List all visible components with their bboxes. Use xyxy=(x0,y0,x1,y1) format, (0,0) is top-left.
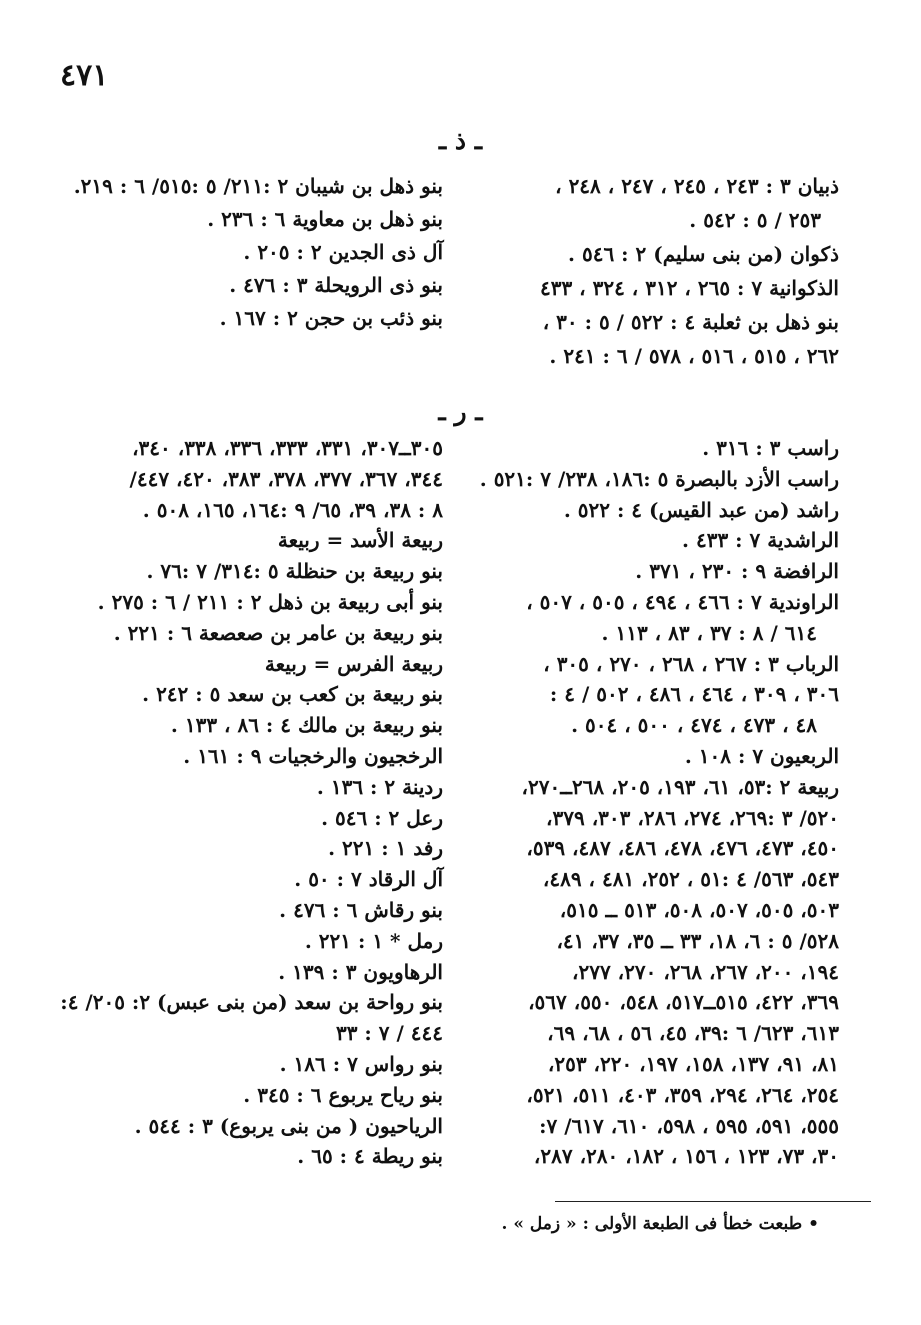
index-entry: رفد ١ : ٢٢١ . xyxy=(328,836,443,861)
index-entry: بنو رقاش ٦ : ٤٧٦ . xyxy=(279,898,443,922)
index-entry: راسب الأزد بالبصرة ٥ :١٨٦، ٢٣٨/ ٧ :٥٢١ . xyxy=(479,466,839,491)
index-entry: ٥٤٣، ٥٦٣/ ٤ :٥١ ، ٢٥٢، ٤٨١ ، ٤٨٩، xyxy=(542,867,839,892)
page-number: ٤٧١ xyxy=(60,58,109,93)
index-entry: بنو ربيعة بن كعب بن سعد ٥ : ٢٤٢ . xyxy=(142,682,443,707)
index-entry: ٢٦٢ ، ٥١٥ ، ٥١٦ ، ٥٧٨ / ٦ : ٢٤١ . xyxy=(549,344,839,368)
index-entry: بنو ذهل بن معاوية ٦ : ٢٣٦ . xyxy=(207,207,443,231)
index-entry: رعل ٢ : ٥٤٦ . xyxy=(321,805,443,830)
index-entry: ٥٠٣، ٥٠٥، ٥٠٧، ٥٠٨، ٥١٣ ــ ٥١٥، xyxy=(559,898,839,922)
index-entry: ٢٥٣ / ٥ : ٥٤٢ . xyxy=(689,208,821,232)
index-entry: ٦١٤ / ٨ : ٣٧ ، ٨٣ ، ١١٣ . xyxy=(601,620,817,645)
index-entry: ٥٥٥، ٥٩١، ٥٩٥ ، ٥٩٨، ٦١٠، ٦١٧/ ٧: xyxy=(539,1113,839,1138)
index-entry: الربعيون ٧ : ١٠٨ . xyxy=(684,744,839,768)
section-heading-ra: ـ ر ـ xyxy=(438,397,483,426)
index-entry: بنو أبى ربيعة بن ذهل ٢ : ٢١١ / ٦ : ٢٧٥ . xyxy=(97,590,443,614)
index-entry: بنو رواس ٧ : ١٨٦ . xyxy=(279,1052,443,1076)
index-entry: الذكوانية ٧ : ٢٦٥ ، ٣١٢ ، ٣٢٤ ، ٤٣٣ xyxy=(539,276,839,300)
index-entry: ٤٨ ، ٤٧٣ ، ٤٧٤ ، ٥٠٠ ، ٥٠٤ . xyxy=(571,713,817,738)
index-entry: ٤٥٠، ٤٧٣، ٤٧٦، ٤٧٨، ٤٨٦، ٤٨٧، ٥٣٩، xyxy=(526,836,839,861)
index-entry: ٤٤٤ / ٧ : ٣٣ xyxy=(335,1021,443,1046)
index-entry: ٢٥٤، ٢٦٤، ٢٩٤، ٣٥٩، ٤٠٣، ٥١١، ٥٢١، xyxy=(526,1082,839,1107)
index-entry: ردينة ٢ : ١٣٦ . xyxy=(316,774,443,799)
index-entry: بنو ذهل بن شيبان ٢ :٢١١/ ٥ :٥١٥/ ٦ : ٢١٩. xyxy=(73,174,443,198)
index-entry: بنو ربيعة بن عامر بن صعصعة ٦ : ٢٢١ . xyxy=(113,620,443,645)
index-entry: ٥٢٠/ ٣ :٢٦٩، ٢٧٤، ٢٨٦، ٣٠٣، ٣٧٩، xyxy=(546,805,839,830)
index-entry: الرافضة ٩ : ٢٣٠ ، ٣٧١ . xyxy=(635,559,839,584)
index-entry: راسب ٣ : ٣١٦ . xyxy=(702,436,839,460)
index-entry: ٥٢٨/ ٥ : ٦، ١٨، ٣٣ ــ ٣٥، ٣٧، ٤١، xyxy=(556,928,839,953)
index-entry: الرياحيون ( من بنى يربوع) ٣ : ٥٤٤ . xyxy=(134,1113,443,1138)
index-entry: آل ذى الجدين ٢ : ٢٠٥ . xyxy=(243,240,443,264)
index-entry: بنو ذئب بن حجن ٢ : ١٦٧ . xyxy=(219,306,443,330)
index-entry: ٨ : ٣٨، ٣٩، ٦٥/ ٩ :١٦٤، ١٦٥، ٥٠٨ . xyxy=(142,497,443,522)
index-entry: ١٩٤، ٢٠٠، ٢٦٧، ٢٦٨، ٢٧٠، ٢٧٧، xyxy=(572,959,839,984)
index-entry: ٣٦٩، ٤٢٢، ٥١٥ــ٥١٧، ٥٤٨، ٥٥٠، ٥٦٧، xyxy=(528,990,839,1015)
index-entry: ٨١، ٩١، ١٣٧، ١٥٨، ١٩٧، ٢٢٠، ٢٥٣، xyxy=(547,1052,839,1076)
index-entry: ٣٠٦ ، ٣٠٩ ، ٤٦٤ ، ٤٨٦ ، ٥٠٢ / ٤ : xyxy=(549,682,839,707)
index-entry: بنو رواحة بن سعد (من بنى عبس) ٢: ٢٠٥/ ٤: xyxy=(60,990,443,1015)
index-entry: الراشدية ٧ : ٤٣٣ . xyxy=(682,528,839,553)
index-entry: بنو رياح يربوع ٦ : ٣٤٥ . xyxy=(243,1082,443,1107)
index-entry: ذبيان ٣ : ٢٤٣ ، ٢٤٥ ، ٢٤٧ ، ٢٤٨ ، xyxy=(555,174,839,198)
index-entry: ٦١٣، ٦٢٣/ ٦ :٣٩، ٤٥، ٥٦ ، ٦٨، ٦٩، xyxy=(547,1021,839,1046)
index-entry: بنو ربيعة بن مالك ٤ : ٨٦ ، ١٣٣ . xyxy=(170,713,443,738)
index-entry: ٣٠٥ــ٣٠٧، ٣٣١، ٣٣٣، ٣٣٦، ٣٣٨، ٣٤٠، xyxy=(132,436,443,460)
index-entry: آل الرقاد ٧ : ٥٠ . xyxy=(294,867,443,892)
footnote: • طبعت خطأ فى الطبعة الأولى : « زمل » . xyxy=(501,1214,819,1234)
index-entry: الرهاويون ٣ : ١٣٩ . xyxy=(278,959,443,984)
index-entry: بنو ريطة ٤ : ٦٥ . xyxy=(297,1144,443,1169)
index-entry: رمل * ١ : ٢٢١ . xyxy=(304,928,443,953)
footnote-rule xyxy=(555,1201,871,1202)
index-entry: ٣٠، ٧٣، ١٢٣ ، ١٥٦ ، ١٨٢، ٢٨٠، ٢٨٧، xyxy=(533,1144,839,1169)
index-entry: بنو ذهل بن ثعلبة ٤ : ٥٢٢ / ٥ : ٣٠ ، xyxy=(542,310,839,334)
index-entry: بنو ذى الرويحلة ٣ : ٤٧٦ . xyxy=(229,273,443,297)
index-entry: ربيعة الأسد = ربيعة xyxy=(277,528,443,553)
index-entry: ربيعة ٢ :٥٣، ٦١، ١٩٣، ٢٠٥، ٢٦٨ــ٢٧٠، xyxy=(521,774,839,799)
index-entry: ربيعة الفرس = ربيعة xyxy=(264,651,443,676)
index-entry: الرخجيون والرخجيات ٩ : ١٦١ . xyxy=(183,744,443,768)
index-entry: ذكوان (من بنى سليم) ٢ : ٥٤٦ . xyxy=(568,242,839,266)
index-entry: الرباب ٣ : ٢٦٧ ، ٢٦٨ ، ٢٧٠ ، ٣٠٥ ، xyxy=(543,651,839,676)
index-entry: الراوندية ٧ : ٤٦٦ ، ٤٩٤ ، ٥٠٥ ، ٥٠٧ ، xyxy=(526,590,839,614)
index-entry: ٣٤٤، ٣٦٧، ٣٧٧، ٣٧٨، ٣٨٣، ٤٢٠، ٤٤٧/ xyxy=(129,466,443,491)
section-heading-dhal: ـ ذ ـ xyxy=(438,126,483,155)
index-entry: بنو ربيعة بن حنظلة ٥ :٣١٤/ ٧ :٧٦ . xyxy=(146,559,443,584)
index-entry: راشد (من عبد القيس) ٤ : ٥٢٢ . xyxy=(563,497,839,522)
